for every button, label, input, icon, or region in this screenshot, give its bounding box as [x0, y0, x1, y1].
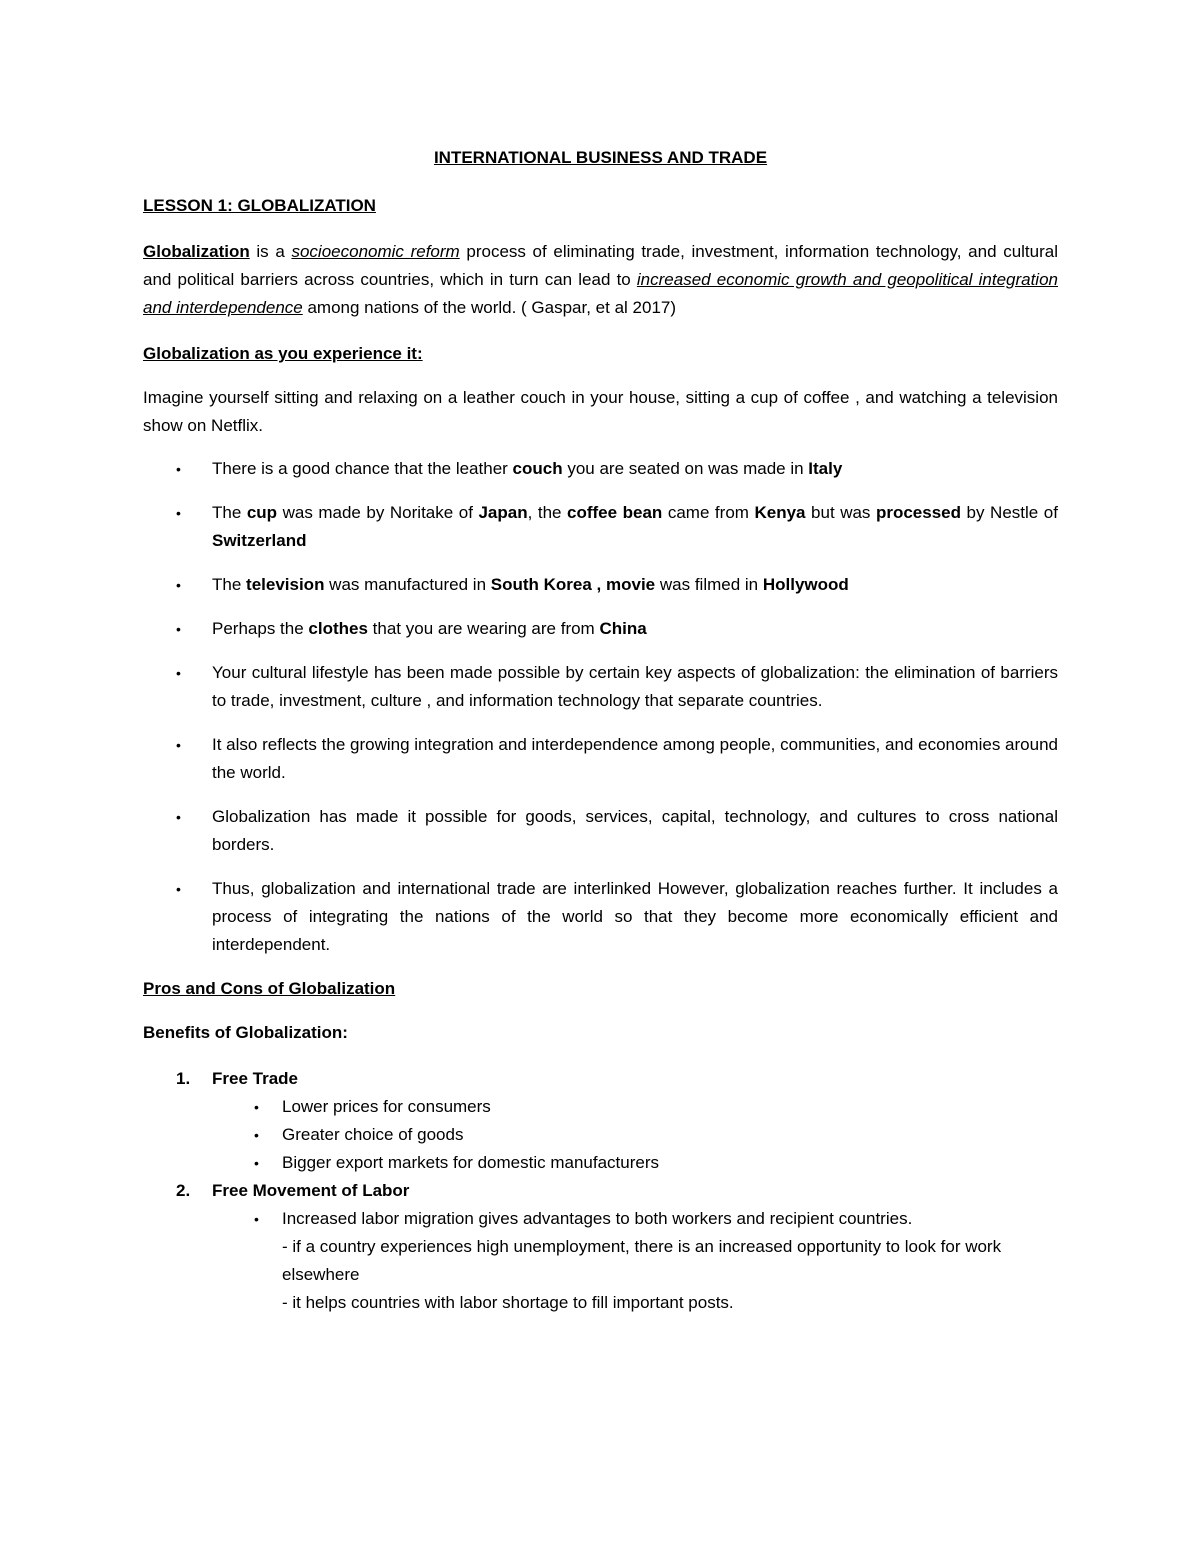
benefits-list — [143, 1065, 1058, 1317]
keyword: television — [246, 575, 325, 594]
experience-bullet-list — [143, 455, 1058, 959]
text: but was — [805, 503, 876, 522]
text: was manufactured in — [324, 575, 491, 594]
item-number: 2. — [176, 1181, 191, 1200]
keyword: Japan — [478, 503, 528, 522]
text: was filmed in — [655, 575, 763, 594]
text: was made by Noritake of — [277, 503, 479, 522]
text: - if a country experiences high unemployment, there is an increased opportunity to look for work elsewhere — [282, 1237, 1002, 1284]
list-item — [143, 615, 1058, 643]
list-item — [143, 803, 1058, 859]
list-item — [143, 455, 1058, 483]
item-number: 1. — [176, 1069, 191, 1088]
benefit-item-free-trade — [143, 1065, 1058, 1177]
text: that you are wearing are from — [367, 619, 600, 638]
item-label: Free Movement of Labor — [212, 1181, 410, 1200]
text: by Nestle of — [961, 503, 1058, 522]
list-item — [212, 1149, 1058, 1177]
list-item — [212, 1121, 1058, 1149]
document-body — [143, 144, 1058, 1317]
keyword: coffee bean — [567, 503, 663, 522]
pros-cons-heading: Pros and Cons of Globalization — [143, 979, 396, 998]
bullet-icon: • — [254, 1211, 259, 1227]
outcome-phrase: increased economic growth and geopolitical integration and interdependence — [143, 270, 1058, 317]
benefits-heading: Benefits of Globalization: — [143, 1023, 348, 1042]
list-item — [143, 659, 1058, 715]
keyword: Switzerland — [212, 531, 307, 550]
sub-bullet-list — [212, 1093, 1058, 1177]
keyword: Hollywood — [762, 575, 849, 594]
keyword: couch — [512, 459, 563, 478]
keyword: clothes — [308, 619, 368, 638]
list-item — [212, 1205, 1058, 1317]
text: Bigger export markets for domestic manufacturers — [282, 1153, 659, 1172]
list-item — [143, 875, 1058, 959]
lesson-heading: LESSON 1: GLOBALIZATION — [143, 196, 376, 215]
text: you are seated on was made in — [562, 459, 809, 478]
bullet-icon: • — [176, 665, 181, 681]
text: Perhaps the — [212, 619, 309, 638]
bullet-icon: • — [176, 577, 181, 593]
text: - it helps countries with labor shortage to fill important posts. — [282, 1293, 734, 1312]
sub-bullet-list — [212, 1205, 1058, 1317]
bullet-icon: • — [176, 737, 181, 753]
benefit-item-free-movement — [143, 1177, 1058, 1317]
keyword: Kenya — [754, 503, 806, 522]
list-item — [212, 1093, 1058, 1121]
text: Greater choice of goods — [282, 1125, 464, 1144]
experience-heading: Globalization as you experience it: — [143, 344, 423, 363]
item-label: Free Trade — [212, 1069, 298, 1088]
document-title: INTERNATIONAL BUSINESS AND TRADE — [433, 148, 768, 167]
definition-text-2: process of eliminating trade, investment, information technology, and cultural and political barriers across countries, which in turn can lead to — [143, 242, 1059, 289]
keyword: South Korea , movie — [490, 575, 656, 594]
keyword: Italy — [808, 459, 843, 478]
experience-intro: Imagine yourself sitting and relaxing on a leather couch in your house, sitting a cup of coffee , and watching a television show on Netflix. — [143, 388, 1058, 435]
text: Globalization has made it possible for goods, services, capital, technology, and cultures to cross national borders. — [212, 807, 1058, 854]
keyword: China — [599, 619, 647, 638]
bullet-icon: • — [176, 809, 181, 825]
list-item — [143, 731, 1058, 787]
bullet-icon: • — [254, 1127, 259, 1143]
definition-text-3: among nations of the world. ( Gaspar, et al 2017) — [302, 298, 677, 317]
term-globalization: Globalization — [143, 242, 250, 261]
text: Thus, globalization and international trade are interlinked However, globalization reaches further. It includes a process of integrating the nations of the world so that they become more economically efficient and interdependent. — [212, 879, 1058, 954]
text: , the — [527, 503, 568, 522]
definition-paragraph — [143, 238, 1058, 322]
text: There is a good chance that the leather — [212, 459, 513, 478]
text: The — [212, 575, 247, 594]
socioeconomic-reform-phrase: socioeconomic reform — [291, 242, 460, 261]
list-item — [143, 499, 1058, 555]
text: Your cultural lifestyle has been made possible by certain key aspects of globalization: the elimination of barriers to trade, investment, culture , and information technology that separate countries. — [212, 663, 1058, 710]
keyword: processed — [875, 503, 962, 522]
bullet-icon: • — [176, 505, 181, 521]
keyword: cup — [246, 503, 278, 522]
list-item — [143, 571, 1058, 599]
definition-text-1: is a — [249, 242, 292, 261]
text: Lower prices for consumers — [282, 1097, 491, 1116]
bullet-icon: • — [176, 461, 181, 477]
text: It also reflects the growing integration and interdependence among people, communities, and economies around the world. — [212, 735, 1058, 782]
bullet-icon: • — [176, 621, 181, 637]
text: The — [212, 503, 247, 522]
text: came from — [662, 503, 755, 522]
bullet-icon: • — [176, 881, 181, 897]
bullet-icon: • — [254, 1155, 259, 1171]
bullet-icon: • — [254, 1099, 259, 1115]
text: Increased labor migration gives advantages to both workers and recipient countries. — [282, 1209, 913, 1228]
